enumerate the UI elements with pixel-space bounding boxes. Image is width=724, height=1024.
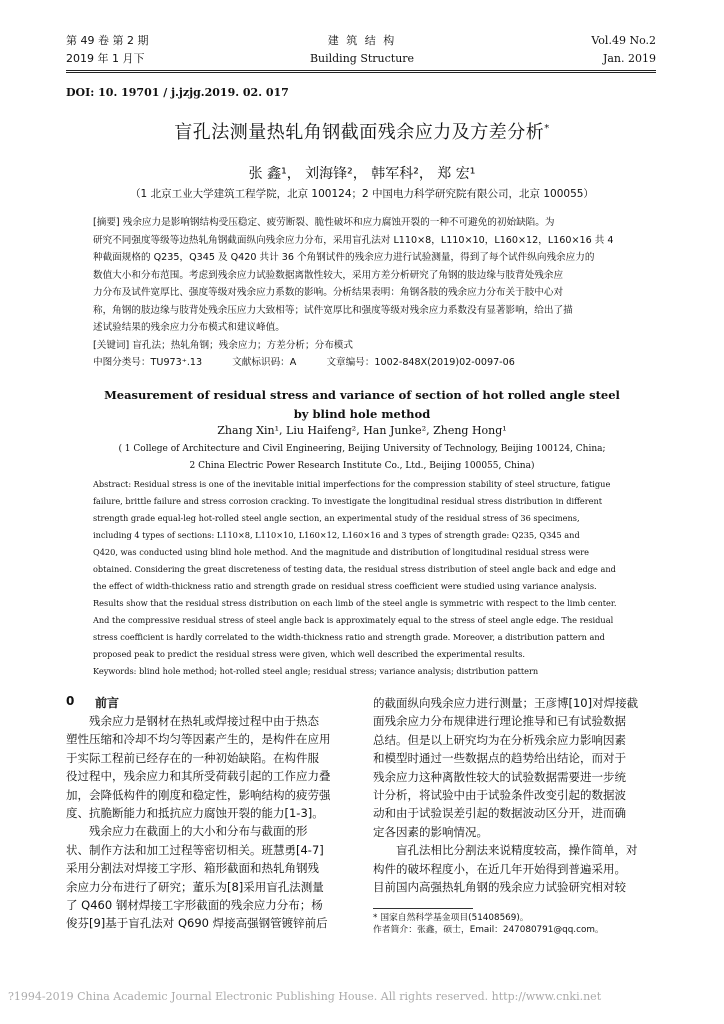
- title-en-line: Measurement of residual stress and variance of section of hot rolled angle steel: [104, 388, 620, 402]
- abstract-cn-line: [摘要] 残余应力是影响钢结构受压稳定、疲劳断裂、脆性破坏和应力腐蚀开裂的一种不可避免的初始缺陷。为: [93, 217, 555, 228]
- abstract-en-line: Results show that the residual stress distribution on each limb of the steel angle is symmetric with respect to the limb center.: [93, 598, 617, 608]
- abstract-cn-line: 力分布及试件宽厚比、强度等级对残余应力系数的影响。分析结果表明：角钢各肢的残余应力分布关于肢中心对: [93, 287, 564, 298]
- doi: DOI: 10. 19701 / j.jzjg.2019. 02. 017: [66, 86, 289, 99]
- affiliation-en-line: 2 China Electric Power Research Institute Co., Ltd., Beijing 100055, China): [189, 461, 535, 471]
- section-number: 0: [66, 694, 75, 708]
- abstract-en-line: Q420, was conducted using blind hole method. And the magnitude and distribution of longitudinal residual stress were: [93, 547, 590, 557]
- body-right-column: [373, 694, 658, 896]
- classification-line: [93, 354, 633, 372]
- body-line: 总结。但是以上研究均为在分析残余应力影响因素: [373, 732, 626, 747]
- body-line: 定各因素的影响情况。: [373, 824, 488, 839]
- journal-month: Jan. 2019: [602, 52, 656, 65]
- body-line: 塑性压缩和冷却不均匀等因素产生的，是构件在应用: [66, 732, 331, 747]
- paper-title: [0, 118, 724, 144]
- abstract-cn-line: 数值大小和分布范围。考虑到残余应力试验数据离散性较大，采用方差分析研究了角钢的肢边缘与肢背处残余应: [93, 269, 564, 281]
- body-line: 余应力分布进行了研究；董乐为[8]采用盲孔法测量: [66, 879, 324, 894]
- body-line: 计分析，将试验中由于试验条件改变引起的数据波: [373, 788, 626, 803]
- classification-number: 中图分类号：TU973⁺.13: [93, 357, 203, 368]
- body-line: 构件的破坏程度小，在近几年开始得到普遍采用。: [373, 861, 626, 876]
- authors-cn: 张 鑫¹， 刘海锋²， 韩军科²， 郑 宏¹: [248, 166, 476, 182]
- abstract-en: [93, 476, 633, 680]
- body-line: 动和由于试验误差引起的数据波动区分开，进而确: [373, 806, 626, 821]
- body-line: 度、抗脆断能力和抵抗应力腐蚀开裂的能力[1-3]。: [66, 806, 324, 821]
- affiliation-en-line: ( 1 College of Architecture and Civil Engineering, Beijing University of Technology, Beijing 100124, China;: [118, 444, 606, 454]
- abstract-cn-line: 种截面规格的 Q235，Q345 及 Q420 共计 36 个角钢试件的残余应力进行试验测量，得到了每个试件纵向残余应力的: [93, 252, 595, 263]
- title-en: [0, 386, 724, 424]
- body-left-column: [66, 712, 353, 933]
- body-line: 俊芬[9]基于盲孔法对 Q690 焊接高强钢管镀锌前后: [66, 916, 328, 931]
- body-line: 残余应力这种离散性较大的试验数据需要进一步统: [373, 769, 626, 784]
- abstract-en-line: obtained. Considering the great discreteness of testing data, the residual stress distribution of steel angle back and edge and: [93, 564, 616, 574]
- affiliations-en: [0, 441, 724, 475]
- abstract-en-line: stress coefficient is hardly correlated to the width-thickness ratio and strength grade. Moreover, a distribution pattern and: [93, 632, 605, 642]
- abstract-en-line: And the compressive residual stress of steel angle back is approximately equal to the stress of steel angle edge. The residual: [93, 615, 614, 625]
- body-line: 加，会降低构件的刚度和稳定性，影响结构的疲劳强: [66, 787, 331, 802]
- copyright-line: ?1994-2019 China Academic Journal Electronic Publishing House. All rights reserved. http://www.cnki.net: [8, 990, 602, 1003]
- footnotes: [373, 912, 658, 937]
- body-line: 和模型时通过一些数据点的趋势给出结论，而对于: [373, 751, 626, 766]
- footnote-author: 作者简介：张鑫，硕士，Email：247080791@qq.com。: [373, 925, 604, 936]
- footnote-rule: [373, 908, 473, 909]
- article-number: 文章编号：1002-848X(2019)02-0097-06: [326, 357, 515, 368]
- keywords-cn: [关键词] 盲孔法；热轧角钢；残余应力；方差分析；分布模式: [93, 339, 353, 351]
- keywords-en: Keywords: blind hole method; hot-rolled steel angle; residual stress; variance analysis; distribution pattern: [93, 666, 539, 676]
- affiliations-cn: （1 北京工业大学建筑工程学院，北京 100124；2 中国电力科学研究院有限公司，北京 100055）: [130, 188, 594, 200]
- body-line: 的截面纵向残余应力进行测量；王彦博[10]对焊接截: [373, 696, 639, 710]
- abstract-cn: [93, 214, 633, 372]
- title-footnote-mark: *: [544, 123, 550, 134]
- paper-title-text: 盲孔法测量热轧角钢截面残余应力及方差分析: [174, 122, 545, 143]
- body-line: 采用分割法对焊接工字形、箱形截面和热轧角钢残: [66, 861, 319, 876]
- abstract-en-line: proposed peak to predict the residual stress were given, which well described the experimental results.: [93, 649, 526, 659]
- body-line: 状、制作方法和加工过程等密切相关。班慧勇[4-7]: [66, 842, 324, 857]
- journal-name-cn: 建 筑 结 构: [327, 34, 397, 47]
- body-line: 目前国内高强热轧角钢的残余应力试验研究相对较: [373, 880, 626, 895]
- abstract-cn-line: 称，角钢的肢边缘与肢背处残余压应力大致相等；试件宽厚比和强度等级对残余应力系数没有显著影响，给出了描: [93, 304, 573, 316]
- title-en-line: by blind hole method: [293, 407, 431, 421]
- journal-issue: Vol.49 No.2: [591, 34, 656, 47]
- body-line: 于实际工程前已经存在的一种初始缺陷。在构件服: [66, 750, 319, 765]
- journal-date: 2019 年 1 月下: [66, 52, 145, 65]
- abstract-en-line: the effect of width-thickness ratio and strength grade on residual stress coefficient were studied using variance analysis.: [93, 581, 597, 591]
- section-title: 前言: [95, 696, 120, 710]
- header-rule: [66, 70, 656, 71]
- abstract-en-line: failure, brittle failure and stress corrosion cracking. To investigate the longitudinal residual stress distribution in different: [93, 496, 603, 506]
- body-line: 了 Q460 钢材焊接工字形截面的残余应力分布；杨: [66, 898, 323, 913]
- body-line: 面残余应力分布规律进行理论推导和已有试验数据: [373, 714, 626, 729]
- authors-en: Zhang Xin¹, Liu Haifeng², Han Junke², Zheng Hong¹: [217, 424, 507, 437]
- abstract-cn-line: 述试验结果的残余应力分布模式和建议峰值。: [93, 322, 285, 333]
- header-rule-2: [66, 72, 656, 73]
- body-line: 役过程中，残余应力和其所受荷载引起的工作应力叠: [66, 769, 331, 784]
- abstract-cn-line: 研究不同强度等级等边热轧角钢截面纵向残余应力分布，采用盲孔法对 L110×8，L110×10，L160×12，L160×16 共 4: [93, 234, 614, 246]
- body-line: 残余应力是钢材在热轧或焊接过程中由于热态: [66, 714, 319, 728]
- document-code: 文献标识码：A: [232, 357, 297, 368]
- footnote-funding: * 国家自然科学基金项目(51408569)。: [373, 913, 529, 923]
- body-line: 残余应力在截面上的大小和分布与截面的形: [66, 824, 308, 839]
- journal-volume: 第 49 卷 第 2 期: [66, 34, 149, 47]
- abstract-en-line: including 4 types of sections: L110×8, L110×10, L160×12, L160×16 and 3 types of strength grade: Q235, Q345 and: [93, 530, 580, 540]
- journal-name-en: Building Structure: [309, 52, 415, 65]
- abstract-en-line: strength grade equal-leg hot-rolled steel angle section, an experimental study of the residual stress of 36 specimens,: [93, 513, 580, 523]
- body-line: 盲孔法相比分割法来说精度较高，操作简单，对: [373, 843, 638, 858]
- abstract-en-line: Abstract: Residual stress is one of the inevitable initial imperfections for the compression stability of steel structure, fatigue: [93, 479, 611, 489]
